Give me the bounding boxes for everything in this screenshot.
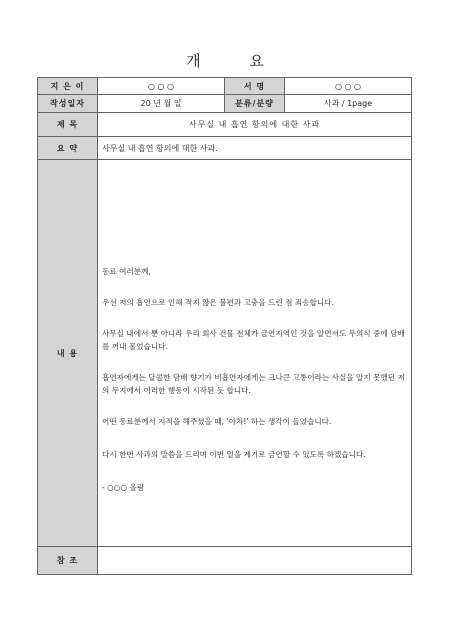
- content-paragraph: 우선 저의 흡연으로 인해 적지 않은 불편과 고충을 드린 점 죄송합니다.: [102, 297, 334, 307]
- date-row: [38, 95, 412, 113]
- content-paragraph: 흡연자에게는 달콤한 담배 향기가 비흡연자에게는 크나큰 고통이라는 사실을 알지 못했던 저의 무지에서 이러한 행동이 시작된 듯 합니다.: [102, 372, 405, 395]
- summary-row: [38, 137, 412, 160]
- summary-value: 사무실 내 흡연 항의에 대한 사과.: [98, 137, 412, 160]
- content-signoff: - ○○○ 올림: [102, 482, 145, 492]
- content-row: [38, 160, 412, 547]
- author-row: [38, 78, 412, 95]
- summary-label: 요 약: [38, 137, 98, 160]
- subject-label: 제 목: [38, 113, 98, 137]
- reference-value: [98, 547, 412, 575]
- signature-label: 서 명: [225, 78, 285, 95]
- content-paragraph: 동료 여러분께,: [102, 266, 151, 276]
- date-label: 작성일자: [38, 95, 98, 113]
- category-label: 분류/분량: [225, 95, 285, 113]
- subject-row: [38, 113, 412, 137]
- author-value: ○ ○ ○: [98, 78, 225, 95]
- document-title: 개 요: [186, 52, 286, 70]
- overview-form: [37, 77, 412, 575]
- content-label: 내 용: [38, 160, 98, 547]
- category-value: 사과 / 1page: [285, 95, 412, 113]
- content-paragraph: 사무실 내에서 뿐 아니라 우리 회사 건물 전체가 금연지역인 것을 알면서도 무의식 중에 담배를 꺼내 물었습니다.: [102, 328, 405, 351]
- author-label: 지 은 이: [38, 78, 98, 95]
- reference-row: [38, 547, 412, 575]
- content-paragraph: 다시 한번 사과의 말씀을 드리며 이번 일을 계기로 금연할 수 있도록 하겠습니다.: [102, 449, 366, 459]
- signature-value: ○ ○ ○: [285, 78, 412, 95]
- content-paragraph: 어떤 동료분께서 지적을 해주셨을 때, '아차!' 하는 생각이 들었습니다.: [102, 416, 332, 426]
- subject-value: 사무실 내 흡연 항의에 대한 사과: [98, 113, 412, 137]
- reference-label: 참 조: [38, 547, 98, 575]
- content-body: [98, 160, 412, 547]
- date-value: 20 년 월 일: [98, 95, 225, 113]
